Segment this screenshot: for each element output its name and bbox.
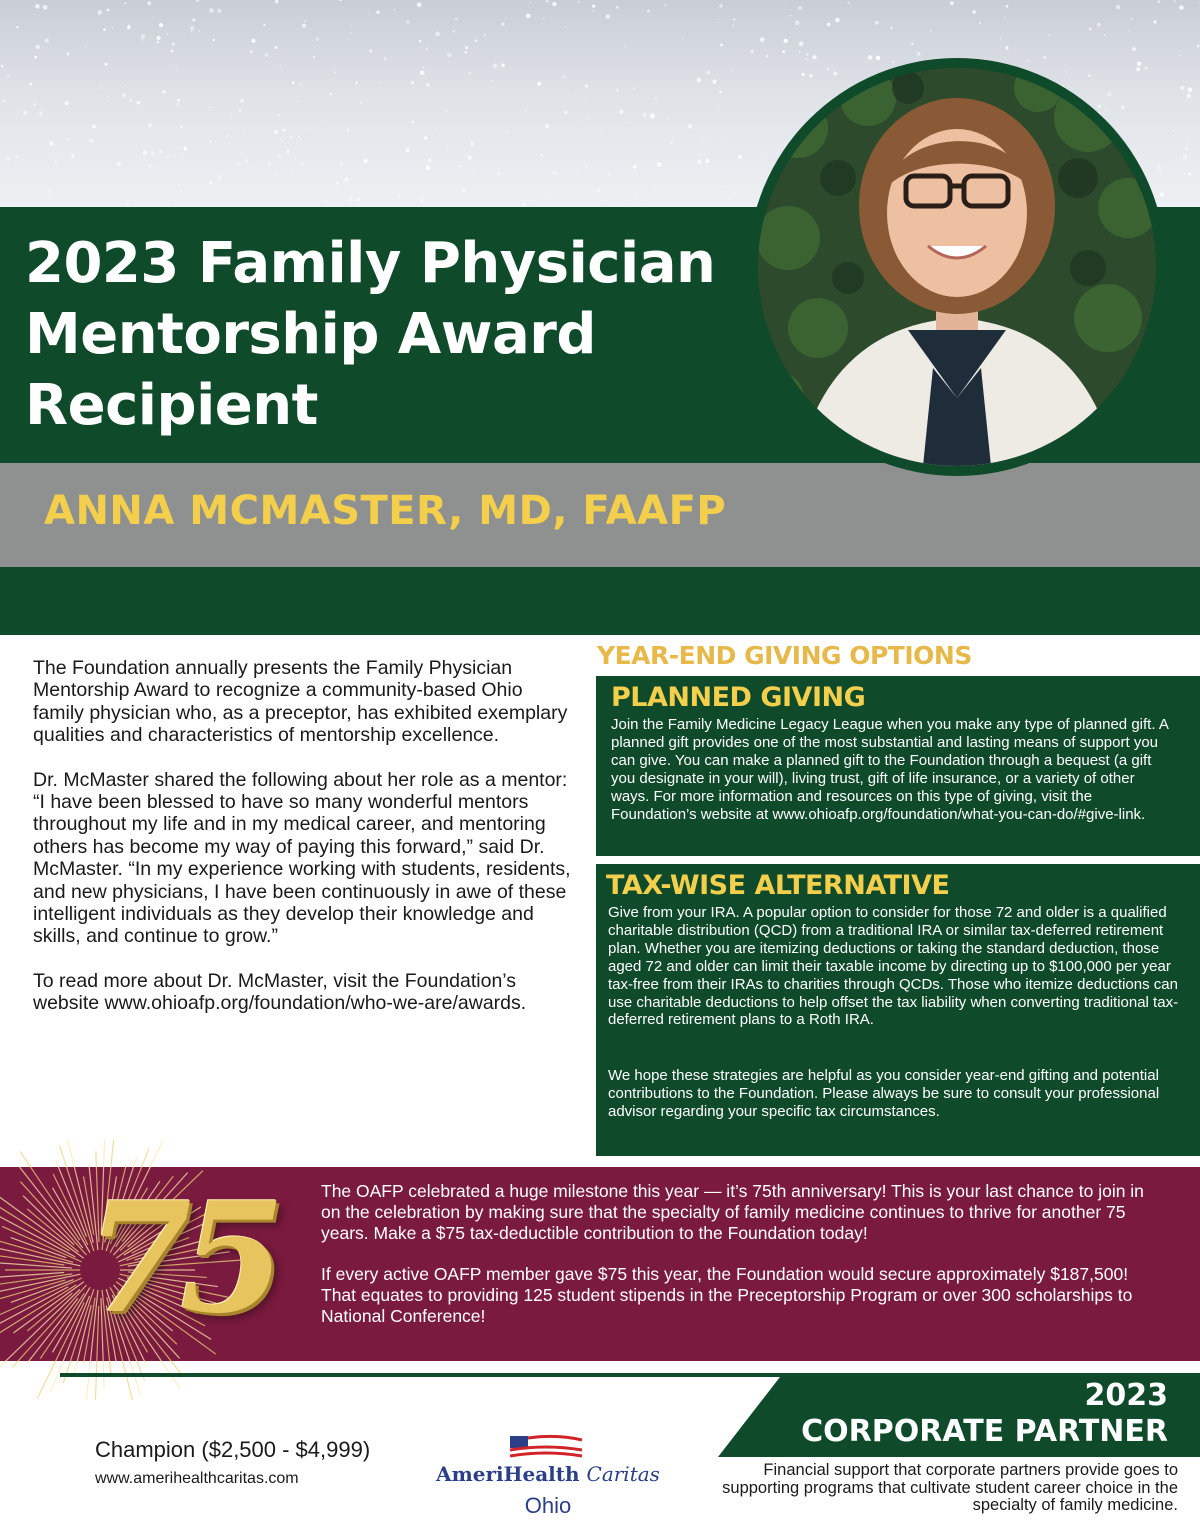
planned-giving-text: Join the Family Medicine Legacy League when you make any type of planned gift. A planned gift provides one of the most substantial and lasting means of support you can give. You can make a planned gift to the Foundation through a bequest (a gift you designate in your will), living trust, gift of life insurance, or a variety of other ways. For more information and resources on this type of giving, visit the Foundation’s website at www.ohioafp.org/foundation/what-you-can-do/#give-link. <box>611 716 1169 823</box>
title-line-1: 2023 Family Physician <box>25 231 716 296</box>
award-article <box>33 657 573 1037</box>
logo-wordmark-a: AmeriHealth <box>436 1462 580 1486</box>
flag-icon <box>436 1432 660 1462</box>
partner-year: 2023 <box>1084 1378 1168 1413</box>
sponsor-level: Champion ($2,500 - $4,999) <box>95 1437 371 1462</box>
logo-wordmark-b: Caritas <box>586 1462 660 1486</box>
recipient-name: ANNA MCMASTER, MD, FAAFP <box>44 488 727 534</box>
sponsor-url[interactable]: www.amerihealthcaritas.com <box>95 1470 299 1487</box>
giving-options-heading: YEAR-END GIVING OPTIONS <box>597 641 972 670</box>
logo-state: Ohio <box>524 1493 572 1518</box>
anniversary-text <box>321 1181 1161 1348</box>
title-line-2: Mentorship Award <box>25 302 596 367</box>
anniversary-paragraph: The OAFP celebrated a huge milestone this year — it’s 75th anniversary! This is your last chance to join in on the celebration by making sure that the specialty of family medicine continues to thrive for another 75 years. Make a $75 tax-deductible contribution to the Foundation today! <box>321 1181 1144 1243</box>
tax-wise-text: Give from your IRA. A popular option to consider for those 72 and older is a qualified charitable distribution (QCD) from a traditional IRA or similar tax-deferred retirement plan. Whether you are itemizing deductions or taking the standard deduction, those aged 72 and older can limit their taxable income by directing up to $100,000 per year tax-free from their IRAs to charities through QCDs. Those who itemize deductions can use charitable deductions to help offset the tax liability when converting traditional tax-deferred retirement plans to a Roth IRA. <box>608 904 1179 1029</box>
anniversary-paragraph: If every active OAFP member gave $75 this year, the Foundation would secure approximately $187,500! That equates to providing 125 student stipends in the Preceptorship Program or over 300 scholarships to National Conference! <box>321 1264 1133 1326</box>
planned-giving-title: PLANNED GIVING <box>611 682 866 713</box>
tax-wise-box <box>596 864 1200 1156</box>
amerihealth-caritas-logo <box>436 1432 660 1522</box>
partner-note: Financial support that corporate partners provide goes to supporting programs that cultivate student career choice in the specialty of family medicine. <box>722 1461 1178 1514</box>
anniversary-75-balloon: 75 <box>86 1168 274 1347</box>
title-line-3: Recipient <box>25 373 318 438</box>
partner-label: CORPORATE PARTNER <box>801 1414 1168 1449</box>
article-quote: “I have been blessed to have so many wonderful mentors throughout my life and in my medical career, and mentoring others has become my way of paying this forward,” said Dr. McMaster. “In my experience working with students, residents, and new physicians, I have been continuously in awe of these intelligent individuals as they develop their knowledge and skills, and continue to grow.” <box>33 791 571 948</box>
planned-giving-box <box>596 676 1200 856</box>
article-paragraph: Dr. McMaster shared the following about her role as a mentor: <box>33 768 568 791</box>
article-paragraph: To read more about Dr. McMaster, visit the Foundation’s website www.ohioafp.org/foundation/who-we-are/awards. <box>33 969 527 1015</box>
tax-wise-title: TAX-WISE ALTERNATIVE <box>606 870 950 901</box>
page-title <box>25 228 745 441</box>
recipient-photo <box>758 68 1156 466</box>
tax-wise-closing-text: We hope these strategies are helpful as you consider year-end gifting and potential contributions to the Foundation. Please always be sure to consult your professional advisor regarding your specific tax circumstances. <box>608 1067 1160 1120</box>
article-paragraph: The Foundation annually presents the Family Physician Mentorship Award to recognize a community-based Ohio family physician who, as a preceptor, has exhibited exemplary qualities and characteristics of mentorship excellence. <box>33 657 568 747</box>
green-divider-strip <box>0 567 1200 635</box>
